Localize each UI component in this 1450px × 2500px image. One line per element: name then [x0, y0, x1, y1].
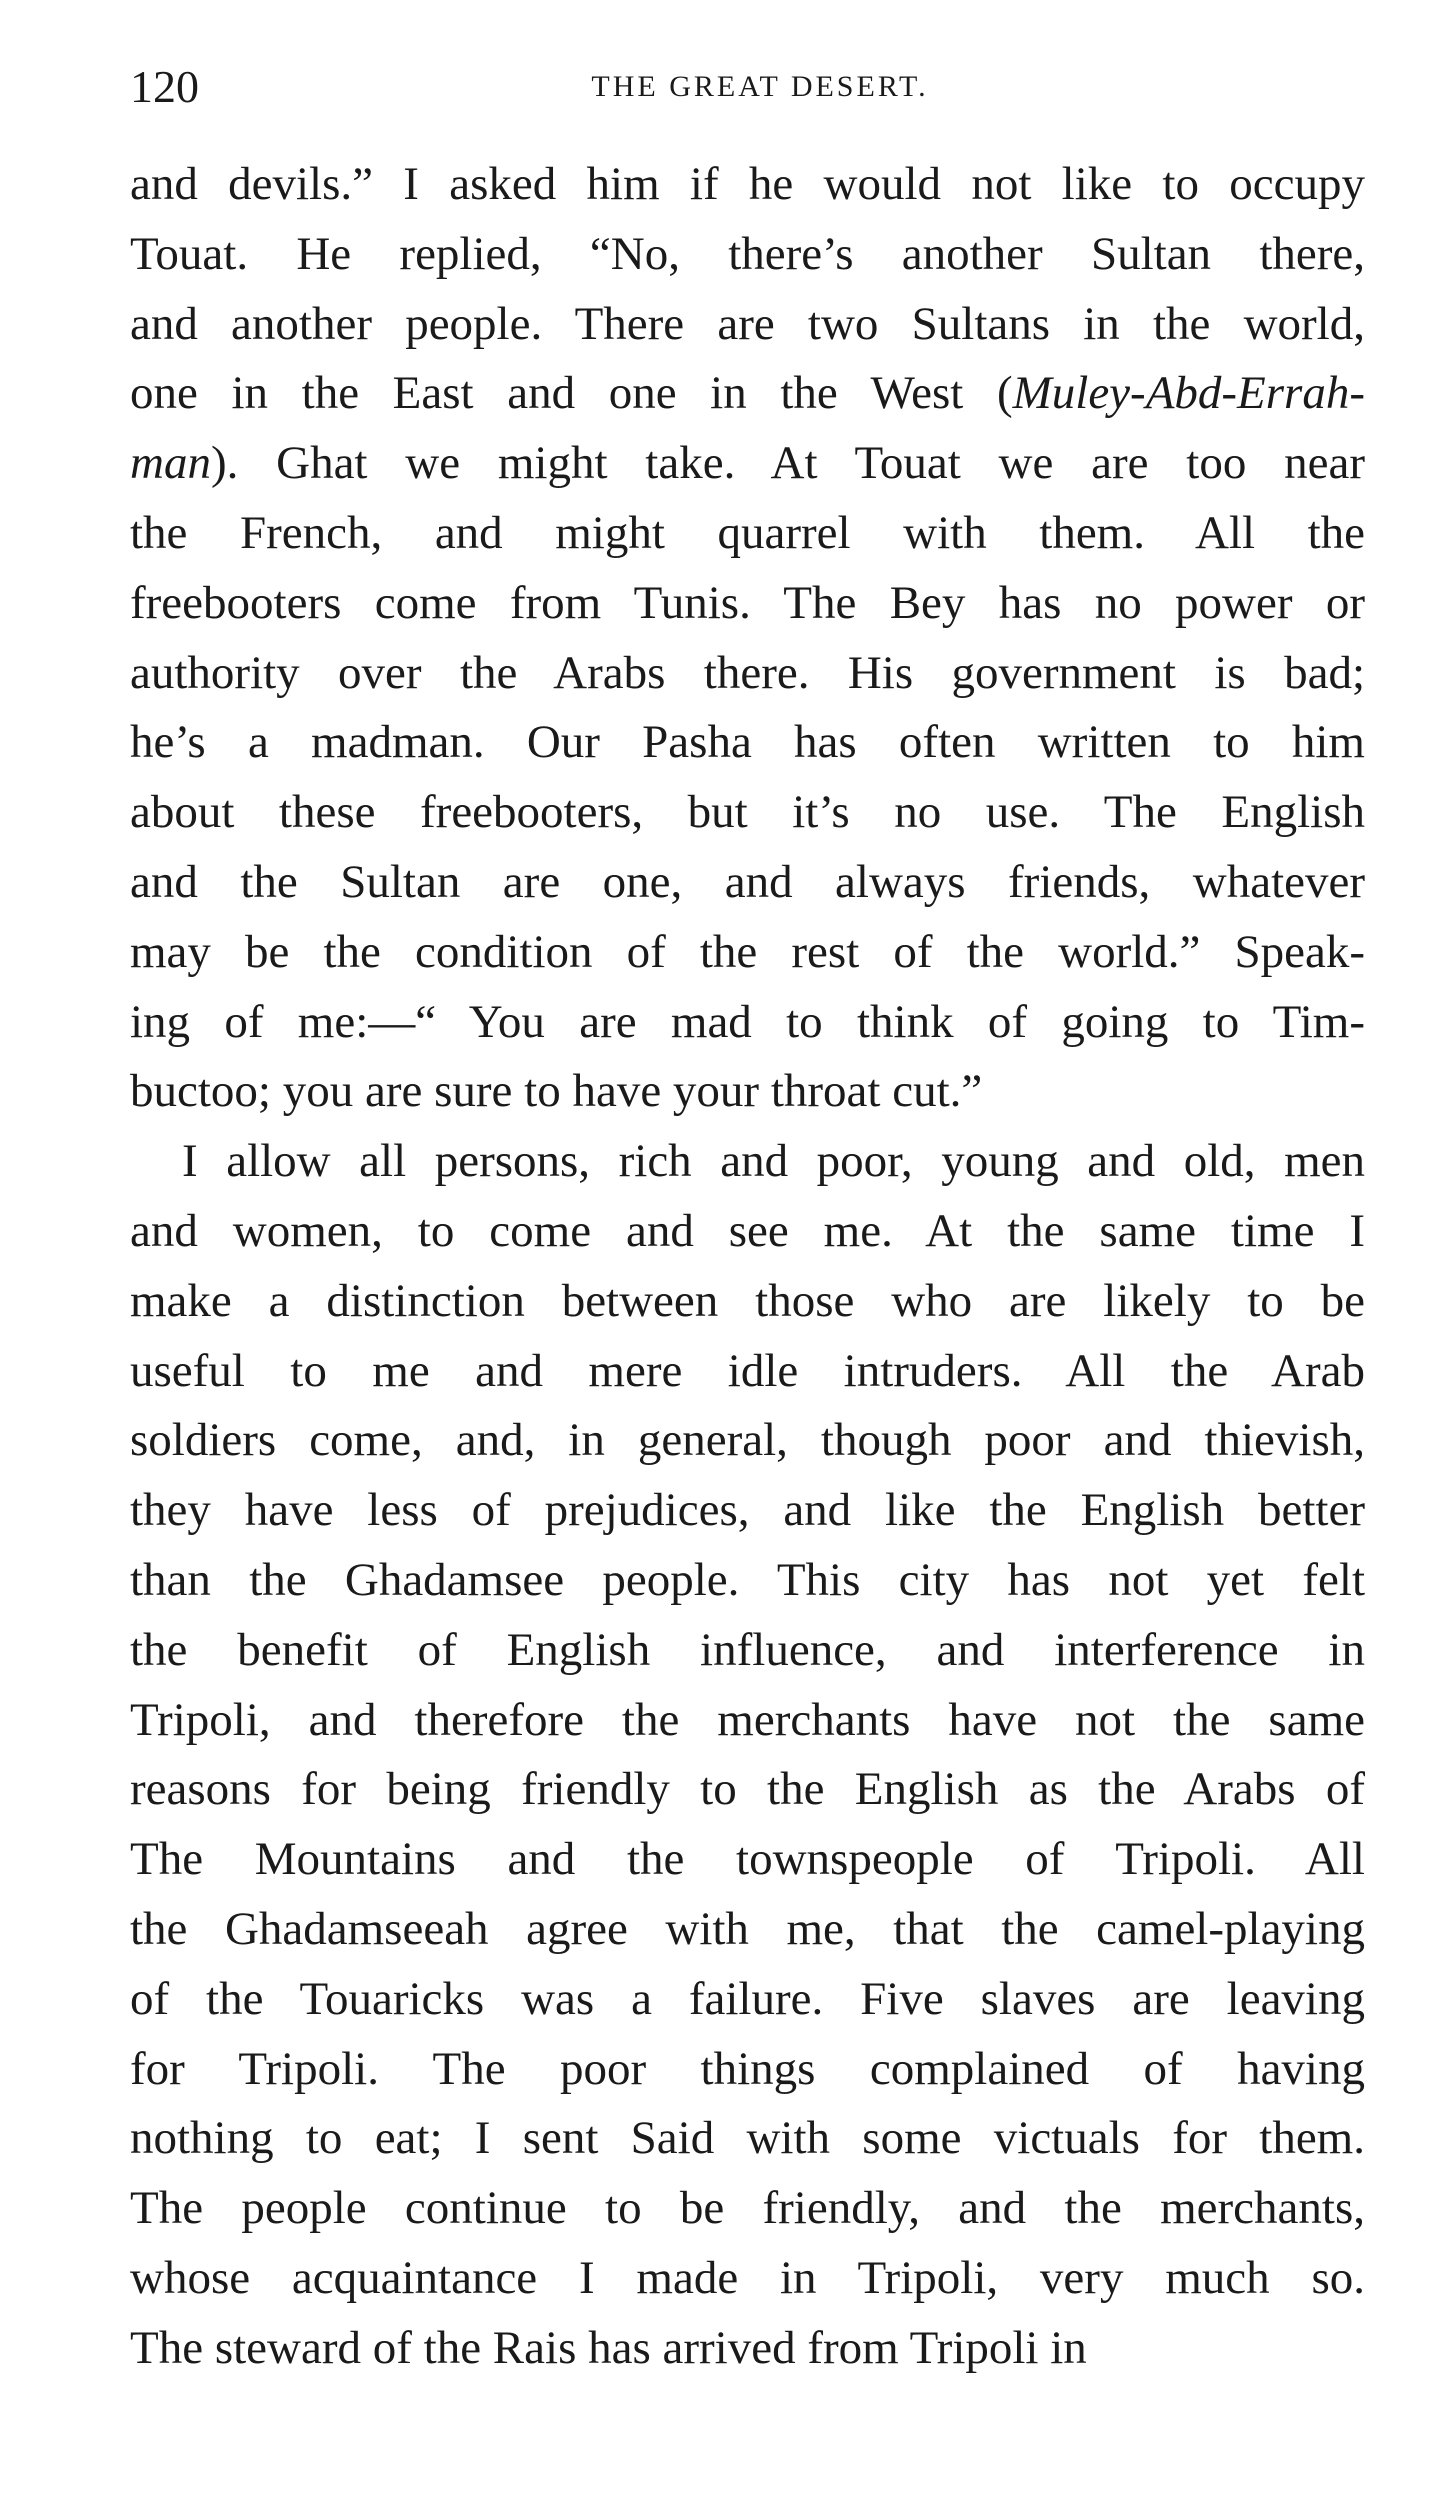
text-line: Tripoli, and therefore the merchants have not the same	[130, 1693, 1365, 1746]
paragraph-2	[130, 1127, 1365, 2383]
text-line: the benefit of English influence, and interference in	[130, 1623, 1365, 1676]
text-line: The people continue to be friendly, and the merchants,	[130, 2182, 1365, 2235]
text-line: whose acquaintance I made in Tripoli, very much so.	[130, 2251, 1365, 2304]
text-line: and another people. There are two Sultans in the world,	[130, 297, 1365, 350]
text-line: and the Sultan are one, and always friends, whatever	[130, 855, 1365, 908]
body-text	[130, 150, 1365, 2384]
text-line: may be the condition of the rest of the world.” Speak-	[130, 925, 1365, 978]
text-line: the French, and might quarrel with them. All the	[130, 506, 1365, 559]
text-line: soldiers come, and, in general, though poor and thievish,	[130, 1414, 1365, 1467]
text-line: The steward of the Rais has arrived from Tripoli in	[130, 2321, 1087, 2374]
running-title: THE GREAT DESERT.	[591, 70, 929, 103]
text-line: authority over the Arabs there. His government is bad;	[130, 646, 1365, 699]
text-line: about these freebooters, but it’s no use. The English	[130, 786, 1365, 839]
text-line	[130, 359, 1365, 429]
text-line: for Tripoli. The poor things complained of having	[130, 2042, 1365, 2095]
text-line: ing of me:—“ You are mad to think of going to Tim-	[130, 995, 1365, 1048]
text-line: make a distinction between those who are likely to be	[130, 1274, 1365, 1327]
paragraph-1	[130, 150, 1365, 1127]
italic-name: man	[130, 437, 211, 490]
text-line: and women, to come and see me. At the same time I	[130, 1204, 1365, 1257]
text-line: he’s a madman. Our Pasha has often written to him	[130, 716, 1365, 769]
page-number: 120	[130, 61, 199, 112]
text-line: The Mountains and the townspeople of Tripoli. All	[130, 1833, 1365, 1886]
text-line: and devils.” I asked him if he would not like to occupy	[130, 158, 1365, 210]
text-line: freebooters come from Tunis. The Bey has no power or	[130, 576, 1365, 629]
text-line: of the Touaricks was a failure. Five slaves are leaving	[130, 1972, 1365, 2025]
text-line: the Ghadamseeah agree with me, that the camel-playing	[130, 1902, 1365, 1955]
text-segment: ). Ghat we might take. At Touat we are too near	[210, 437, 1365, 490]
page-header	[130, 52, 1360, 122]
text-line	[130, 429, 1365, 499]
text-line: nothing to eat; I sent Said with some victuals for them.	[130, 2112, 1365, 2165]
text-line: useful to me and mere idle intruders. All the Arab	[130, 1344, 1365, 1397]
text-line: reasons for being friendly to the English as the Arabs of	[130, 1763, 1365, 1816]
text-line: I allow all persons, rich and poor, young and old, men	[182, 1135, 1365, 1188]
text-line: Touat. He replied, “No, there’s another Sultan there,	[130, 227, 1365, 280]
text-segment: one in the East and one in the West (	[130, 367, 1013, 420]
italic-name: Muley-Abd-Errah-	[1012, 367, 1365, 420]
text-line: buctoo; you are sure to have your throat cut.”	[130, 1065, 983, 1118]
text-line: they have less of prejudices, and like the English better	[130, 1484, 1365, 1537]
text-line: than the Ghadamsee people. This city has not yet felt	[130, 1553, 1365, 1606]
